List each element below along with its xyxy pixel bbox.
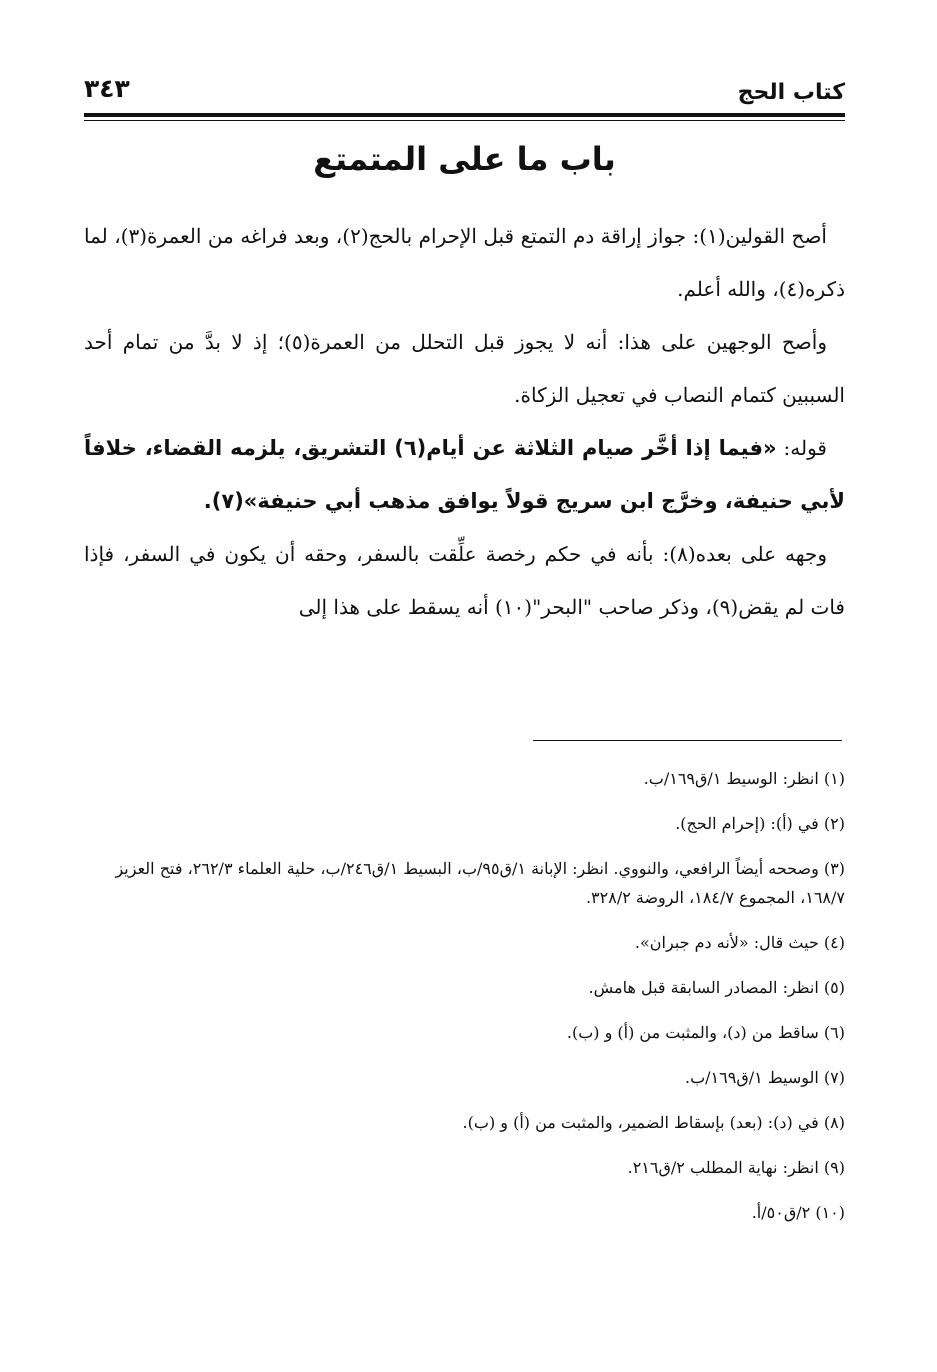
body-text (84, 210, 845, 634)
footnote: (١) انظر: الوسيط ١/ق١٦٩/ب. (643, 769, 845, 788)
quoted-text: «فيما إذا أخَّر صيام الثلاثة عن أيام(٦) التشريق، يلزمه القضاء، خلافاً لأبي حنيفة، وخرَّج ابن سريج قولاً يوافق مذهب أبي حنيفة»(٧). (84, 436, 845, 513)
footnote: (٤) حيث قال: «لأنه دم جبران». (634, 933, 845, 952)
footnote: (٨) في (د): (بعد) بإسقاط الضمير، والمثبت من (أ) و (ب). (462, 1113, 845, 1132)
running-title: كتاب الحج (737, 80, 845, 105)
paragraph-text: وجهه على بعده(٨): بأنه في حكم رخصة علِّقت بالسفر، وحقه أن يكون في السفر، فإذا فات لم يقض(٩)، وذكر صاحب "البحر"(١٠) أنه يسقط على هذا إلى (84, 542, 845, 619)
paragraph-text: قوله: (776, 436, 827, 460)
footnote: (٣) وصححه أيضاً الرافعي، والنووي. انظر: الإبانة ١/ق٩٥/ب، البسيط ١/ق٢٤٦/ب، حلية العلماء ٢٦٢/٣، فتح العزيز ١٦٨/٧، المجموع ١٨٤/٧، الروضة ٣٢٨/٢. (115, 859, 845, 907)
chapter-title: باب ما على المتمتع (313, 140, 616, 178)
footnote: (١٠) ٢/ق٥٠/أ. (751, 1203, 845, 1222)
footnote: (٢) في (أ): (إحرام الحج). (675, 814, 845, 833)
footnote-divider (533, 740, 842, 741)
header-rule-thin (84, 120, 845, 121)
header-rule-thick (84, 113, 845, 117)
paragraph (84, 316, 845, 422)
footnote: (٧) الوسيط ١/ق١٦٩/ب. (685, 1068, 845, 1087)
paragraph-text: أصح القولين(١): جواز إراقة دم التمتع قبل الإحرام بالحج(٢)، وبعد فراغه من العمرة(٣)، لما ذكره(٤)، والله أعلم. (84, 224, 845, 301)
footnote: (٦) ساقط من (د)، والمثبت من (أ) و (ب). (566, 1023, 845, 1042)
footnotes (84, 764, 845, 1243)
page-number: ٣٤٣ (84, 74, 130, 103)
footnote: (٥) انظر: المصادر السابقة قبل هامش. (588, 978, 845, 997)
paragraph-text: وأصح الوجهين على هذا: أنه لا يجوز قبل التحلل من العمرة(٥)؛ إذ لا بدَّ من تمام أحد السببين كتمام النصاب في تعجيل الزكاة. (84, 330, 845, 407)
paragraph (84, 528, 845, 634)
page-header (84, 62, 845, 120)
paragraph-quote (84, 422, 845, 528)
paragraph (84, 210, 845, 316)
footnote: (٩) انظر: نهاية المطلب ٢/ق٢١٦. (627, 1158, 845, 1177)
